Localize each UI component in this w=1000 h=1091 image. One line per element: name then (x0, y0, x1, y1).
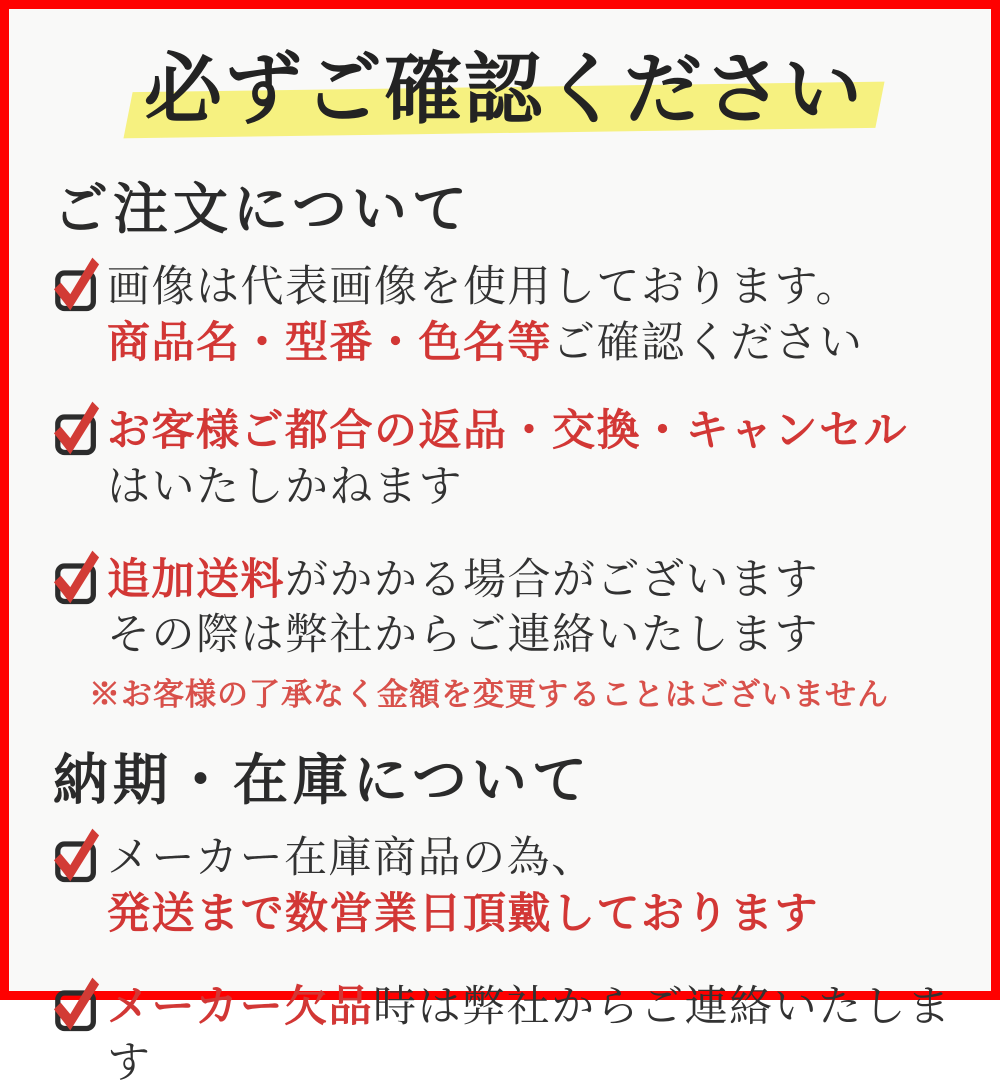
list-item-maker-shortage (53, 980, 955, 1091)
list-item-text (107, 404, 908, 516)
page-title: 必ずご確認ください (143, 44, 864, 135)
text-black: 時は弊社からご連絡いたします (107, 981, 952, 1088)
text-red-emphasis: 追加送料 (107, 554, 285, 605)
list-item-text (89, 553, 889, 716)
text-black: その際は弊社からご連絡いたします (107, 610, 819, 661)
text-black: がかかる場合がございます (285, 554, 819, 605)
checked-checkbox-icon (53, 827, 101, 884)
section-delivery-stock (53, 748, 955, 1091)
list-item-no-returns (53, 404, 955, 516)
list-item-extra-shipping (53, 553, 955, 716)
title-row (53, 45, 955, 135)
text-black: 画像は代表画像を使用しております。 (107, 261, 861, 312)
list-item-text (107, 980, 955, 1091)
page-title-wrap (144, 45, 864, 135)
section-orders (53, 177, 955, 716)
text-red-emphasis: お客様ご都合の返品・交換・キャンセル (107, 405, 908, 456)
text-red-emphasis: 発送まで数営業日頂戴しております (107, 888, 819, 939)
checked-checkbox-icon (53, 256, 101, 313)
text-black: はいたしかねます (107, 461, 463, 512)
list-item-maker-stock (53, 831, 955, 943)
price-change-note: ※お客様の了承なく金額を変更することはございません (89, 677, 889, 714)
text-red-emphasis: メーカー欠品 (107, 981, 374, 1032)
checked-checkbox-icon (53, 549, 101, 606)
text-red-emphasis: 商品名・型番・色名等 (107, 317, 552, 368)
checked-checkbox-icon (53, 976, 101, 1033)
section-orders-heading: ご注文について (53, 175, 472, 241)
section-delivery-stock-heading: 納期・在庫について (53, 746, 592, 812)
list-item-text (107, 831, 819, 943)
list-item-text (107, 260, 864, 372)
checked-checkbox-icon (53, 400, 101, 457)
list-item-representative-image (53, 260, 955, 372)
text-black: メーカー在庫商品の為、 (107, 832, 596, 883)
text-black: ご確認ください (552, 317, 864, 368)
